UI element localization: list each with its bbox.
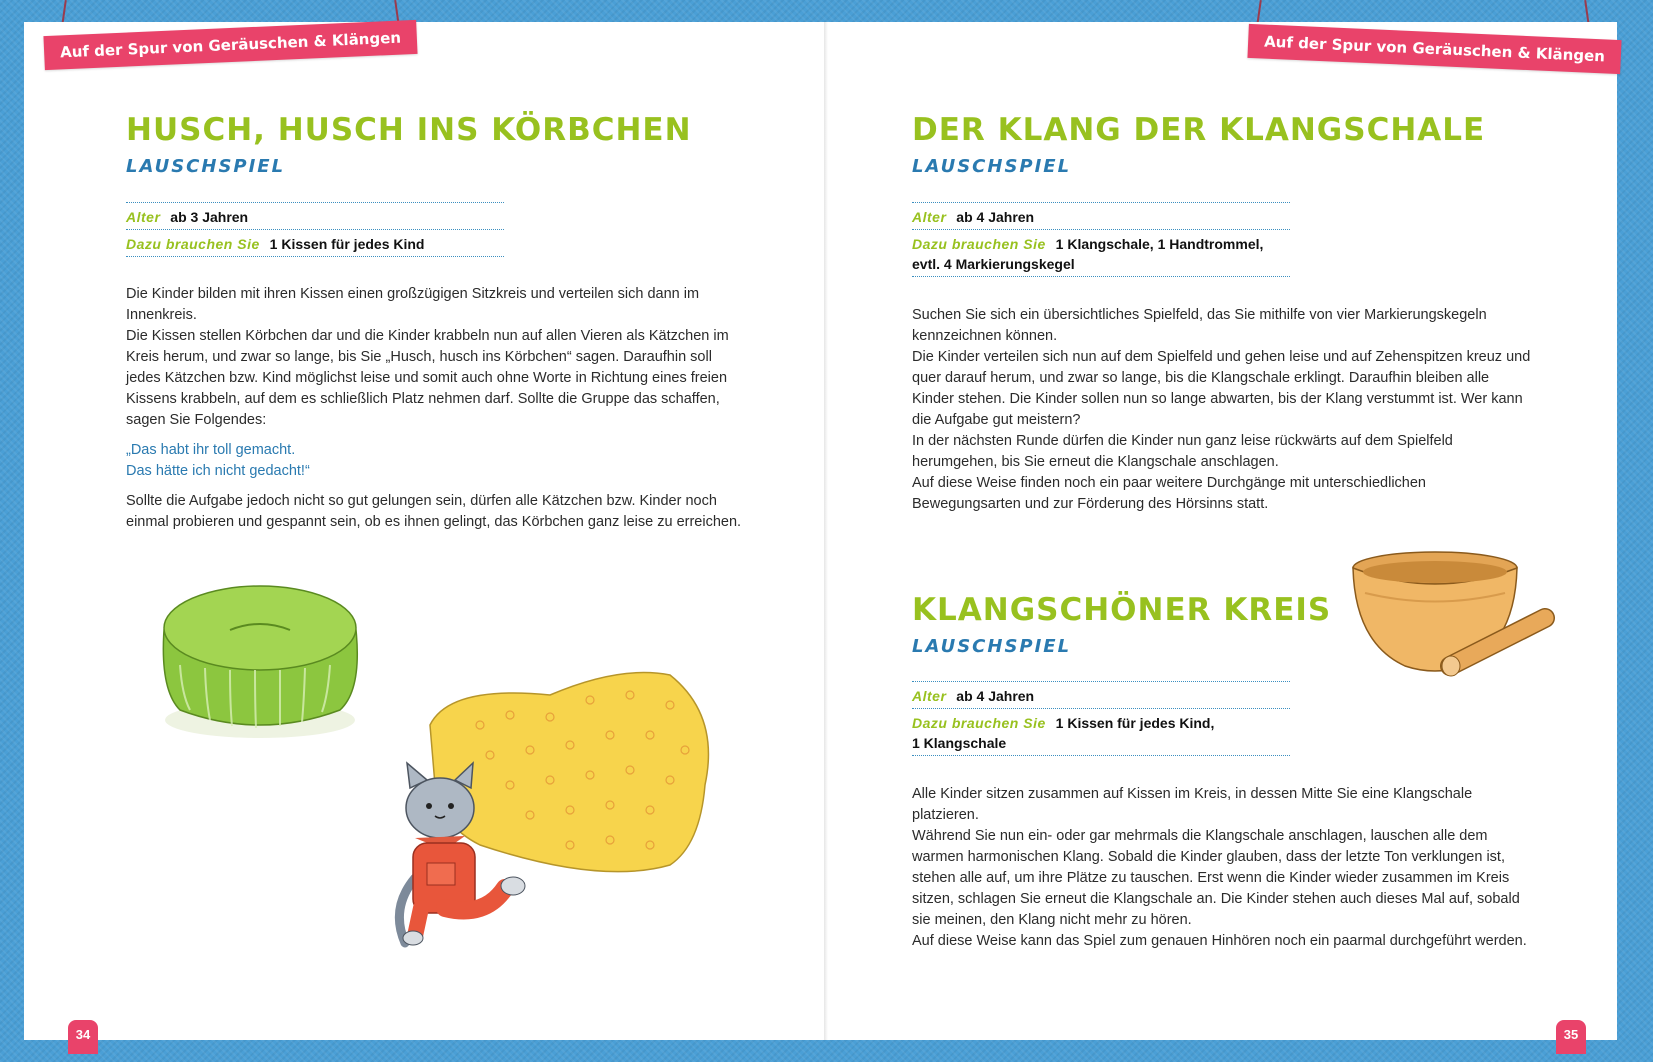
game-subtitle-husch: LAUSCHSPIEL	[126, 156, 286, 177]
paragraph: Sollte die Aufgabe jedoch nicht so gut gelungen sein, dürfen alle Kätzchen bzw. Kinder noch einmal probieren und gespannt sein, ob es ihnen gelingt, das Körbchen ganz leise zu erreichen.	[126, 493, 742, 530]
game-title-husch: HUSCH, HUSCH INS KÖRBCHEN	[126, 112, 692, 148]
needs-value: 1 Kissen für jedes Kind	[269, 236, 425, 252]
info-row-age	[126, 202, 504, 229]
singing-bowl-illustration	[1345, 548, 1565, 698]
paragraph: In der nächsten Runde dürfen die Kinder nun ganz leise rückwärts auf dem Spielfeld herumgehen, bis Sie erneut die Klangschale anschlagen.	[912, 433, 1453, 470]
info-box-kreis	[912, 681, 1290, 756]
game-title-kreis: KLANGSCHÖNER KREIS	[912, 592, 1332, 628]
needs-label: Dazu brauchen Sie	[912, 715, 1046, 731]
game-subtitle-klangschale: LAUSCHSPIEL	[912, 156, 1072, 177]
age-label: Alter	[126, 209, 161, 225]
age-value: ab 4 Jahren	[956, 209, 1035, 225]
green-cushion-illustration	[150, 570, 370, 750]
paragraph: Alle Kinder sitzen zusammen auf Kissen im Kreis, in dessen Mitte Sie eine Klangschale platzieren.	[912, 786, 1473, 823]
chapter-banner-left-text: Auf der Spur von Geräuschen & Klängen	[59, 28, 402, 62]
needs-value-2: 1 Klangschale	[912, 735, 1007, 751]
needs-label: Dazu brauchen Sie	[912, 236, 1046, 252]
needs-value: 1 Kissen für jedes Kind,	[1055, 715, 1215, 731]
game-title-klangschale: DER KLANG DER KLANGSCHALE	[912, 112, 1486, 148]
cat-illustration	[385, 758, 555, 948]
info-box-husch	[126, 202, 504, 257]
info-row-age	[912, 681, 1290, 708]
body-text-klangschale	[912, 305, 1532, 515]
game-subtitle-kreis: LAUSCHSPIEL	[912, 636, 1072, 657]
age-value: ab 4 Jahren	[956, 688, 1035, 704]
needs-value: 1 Klangschale, 1 Handtrommel,	[1055, 236, 1264, 252]
body-text-kreis	[912, 784, 1532, 952]
age-label: Alter	[912, 209, 947, 225]
quote-line: Das hätte ich nicht gedacht!“	[126, 463, 310, 479]
age-label: Alter	[912, 688, 947, 704]
info-row-age	[912, 202, 1290, 229]
paragraph: Suchen Sie sich ein übersichtliches Spielfeld, das Sie mithilfe von vier Markierungskegeln kennzeichnen können.	[912, 307, 1487, 344]
page-number-left: 34	[68, 1020, 98, 1054]
page-number-right: 35	[1556, 1020, 1586, 1054]
paragraph: Auf diese Weise kann das Spiel zum genauen Hinhören noch ein paarmal durchgeführt werden.	[912, 933, 1527, 949]
paragraph: Die Kinder verteilen sich nun auf dem Spielfeld und gehen leise und auf Zehenspitzen kreuz und quer darauf herum, und zwar so lange, bis die Klangschale erklingt. Daraufhin bleiben alle Kinder stehen. Die Kinder sollen nun so lange abwarten, bis der Klang verstummt ist. Wer kann die Aufgabe gut meistern?	[912, 349, 1531, 428]
paragraph: Während Sie nun ein- oder gar mehrmals die Klangschale anschlagen, lauschen alle dem warmen harmonischen Klang. Sobald die Kinder glauben, dass der letzte Ton verklungen ist, stehen alle auf, um ihre Plätze zu tauschen. Erst wenn die Kinder wieder zusammen im Kreis sitzen, schlagen Sie erneut die Klangschale an. Die Kinder stehen auch dieses Mal auf, sobald sie meinen, den Klang nicht mehr zu hören.	[912, 828, 1520, 928]
chapter-banner-right-text: Auf der Spur von Geräuschen & Klängen	[1263, 32, 1606, 66]
needs-label: Dazu brauchen Sie	[126, 236, 260, 252]
info-box-klangschale	[912, 202, 1290, 277]
info-row-needs	[126, 229, 504, 257]
age-value: ab 3 Jahren	[170, 209, 249, 225]
body-text-husch	[126, 284, 746, 533]
info-row-needs	[912, 708, 1290, 756]
quote-line: „Das habt ihr toll gemacht.	[126, 442, 296, 458]
paragraph: Die Kinder bilden mit ihren Kissen einen großzügigen Sitzkreis und verteilen sich dann im Innenkreis.	[126, 286, 700, 323]
needs-value-2: evtl. 4 Markierungskegel	[912, 256, 1075, 272]
paragraph: Auf diese Weise finden noch ein paar weitere Durchgänge mit unterschiedlichen Bewegungsarten und zur Förderung des Hörsinns statt.	[912, 475, 1426, 512]
paragraph: Die Kissen stellen Körbchen dar und die Kinder krabbeln nun auf allen Vieren als Kätzchen im Kreis herum, und zwar so lange, bis Sie „Husch, husch ins Körbchen“ sagen. Daraufhin soll jedes Kätzchen bzw. Kind möglichst leise und somit auch ohne Worte in Richtung eines freien Kissens krabbeln, auf dem es schließlich Platz nehmen darf. Sollte die Gruppe das schaffen, sagen Sie Folgendes:	[126, 328, 729, 428]
info-row-needs	[912, 229, 1290, 277]
book-gutter	[824, 22, 828, 1040]
